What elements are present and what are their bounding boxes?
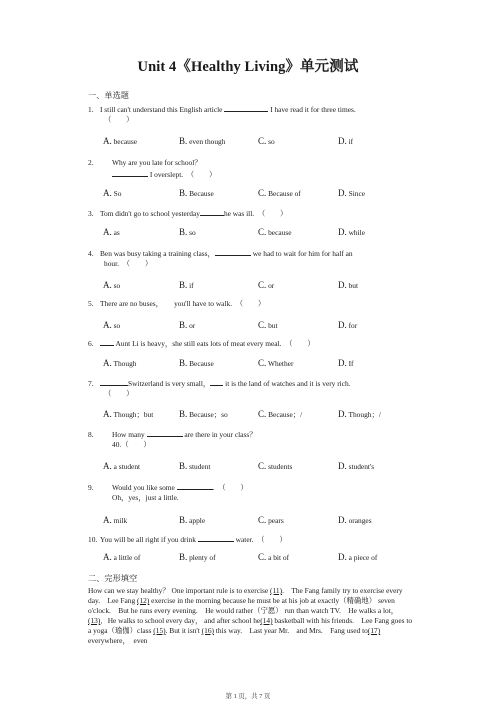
cloze-blank-number: (12) <box>136 596 150 605</box>
option-letter: A. <box>103 552 112 562</box>
option-letter: C. <box>258 461 267 471</box>
option-letter: A. <box>103 320 112 330</box>
question-1-continuation: （ ） <box>104 115 134 124</box>
cloze-text: How can we stay healthy？ One important rule is to exercise <box>88 586 271 595</box>
question-8-stem <box>88 429 257 439</box>
option-letter: B. <box>179 552 188 562</box>
page-title: Unit 4《Healthy Living》单元测试 <box>137 59 359 75</box>
option-text: so <box>111 281 121 290</box>
question-4-option-c[interactable] <box>258 281 274 290</box>
question-2-option-c[interactable] <box>258 189 301 198</box>
option-letter: C. <box>258 515 267 525</box>
question-9-option-a[interactable] <box>103 516 127 525</box>
question-text: Would you like some <box>112 483 177 492</box>
question-3-option-c[interactable] <box>258 228 292 237</box>
option-letter: C. <box>258 358 267 368</box>
question-text: I still can't understand this English article <box>100 105 225 114</box>
question-9-option-c[interactable] <box>258 516 284 525</box>
question-text: . （ ） <box>212 483 248 492</box>
question-3-option-d[interactable] <box>338 228 365 237</box>
page-footer: 第 1 页，共 7 页 <box>225 693 271 700</box>
question-7-option-b[interactable] <box>179 410 228 419</box>
option-letter: D. <box>338 320 347 330</box>
option-text: Because <box>187 359 214 368</box>
question-text: we had to wait for him for half an <box>250 249 353 258</box>
option-letter: D. <box>338 358 347 368</box>
option-text: apple <box>187 516 206 525</box>
option-text: while <box>346 228 366 237</box>
cloze-text: . The Fang family try to exercise every day. Lee Fang <box>88 586 403 605</box>
option-text: a piece of <box>346 553 378 562</box>
option-letter: D. <box>338 136 347 146</box>
option-letter: A. <box>103 358 112 368</box>
answer-blank <box>215 248 251 256</box>
option-letter: C. <box>258 227 267 237</box>
option-letter: D. <box>338 280 347 290</box>
question-4-continuation: hour. （ ） <box>104 259 153 268</box>
option-text: if <box>346 137 354 146</box>
option-text: as <box>111 228 120 237</box>
question-1-option-c[interactable] <box>258 137 275 146</box>
question-number: 4. <box>88 249 94 258</box>
cloze-blank-number: (15) <box>153 626 166 635</box>
question-10-option-c[interactable] <box>258 553 289 562</box>
question-text: water. （ ） <box>233 535 287 544</box>
question-2-option-a[interactable] <box>103 189 121 198</box>
question-6-option-c[interactable] <box>258 359 293 368</box>
question-number: 9. <box>88 483 94 492</box>
question-6-option-b[interactable] <box>179 359 214 368</box>
option-text: pears <box>266 516 284 525</box>
answer-blank <box>147 429 183 437</box>
option-letter: B. <box>179 409 188 419</box>
question-9-option-b[interactable] <box>179 516 205 525</box>
option-letter: B. <box>179 188 188 198</box>
option-letter: D. <box>338 515 347 525</box>
option-text: because <box>111 137 137 146</box>
cloze-text: . But it isn't <box>165 626 202 635</box>
option-text: student <box>187 462 211 471</box>
question-number: 3. <box>88 209 94 218</box>
option-text: so <box>266 137 275 146</box>
option-letter: D. <box>338 227 347 237</box>
option-letter: B. <box>179 280 188 290</box>
question-3-option-a[interactable] <box>103 228 120 237</box>
question-7-option-d[interactable] <box>338 410 381 419</box>
cloze-blank-number: (13) <box>88 616 101 625</box>
question-8-option-b[interactable] <box>179 462 210 471</box>
option-letter: A. <box>103 136 112 146</box>
option-letter: C. <box>258 188 267 198</box>
cloze-text: this way. Last year Mr. and Mrs. Fang used to <box>213 626 368 635</box>
option-text: Because of <box>266 189 301 198</box>
option-letter: A. <box>103 188 112 198</box>
option-text: or <box>187 321 196 330</box>
question-2-line2 <box>112 169 216 179</box>
option-text: Though <box>111 359 137 368</box>
option-letter: B. <box>179 227 188 237</box>
cloze-passage <box>88 586 413 646</box>
cloze-blank-number: (17) <box>367 626 381 635</box>
answer-blank <box>224 104 268 112</box>
option-text: So <box>111 189 122 198</box>
option-text: a little of <box>111 553 141 562</box>
question-2-option-b[interactable] <box>179 189 214 198</box>
option-text: even though <box>187 137 226 146</box>
question-number: 1. <box>88 105 94 114</box>
option-letter: C. <box>258 409 267 419</box>
answer-blank <box>177 482 213 490</box>
question-1-option-a[interactable] <box>103 137 137 146</box>
answer-blank <box>198 534 234 542</box>
question-1-option-b[interactable] <box>179 137 225 146</box>
option-text: milk <box>111 516 128 525</box>
question-5-option-a[interactable] <box>103 321 120 330</box>
answer-blank <box>210 378 223 386</box>
option-letter: D. <box>338 409 347 419</box>
cloze-blank-number: (11) <box>270 586 283 595</box>
question-7-option-a[interactable] <box>103 410 153 419</box>
question-7-continuation: （ ） <box>104 389 134 398</box>
answer-blank <box>112 169 148 177</box>
option-letter: B. <box>179 320 188 330</box>
option-letter: A. <box>103 280 112 290</box>
option-letter: B. <box>179 136 188 146</box>
question-number: 10. <box>88 535 98 544</box>
question-9-line2: Oh，yes，just a little. <box>112 493 179 502</box>
option-text: Though；but <box>111 410 154 419</box>
answer-blank <box>100 378 128 386</box>
cloze-blank-number: (14) <box>260 616 273 625</box>
option-letter: B. <box>179 515 188 525</box>
question-10-option-b[interactable] <box>179 553 216 562</box>
question-text: he was ill. （ ） <box>223 209 288 218</box>
question-number: 5. <box>88 299 94 308</box>
option-text: student's <box>346 462 375 471</box>
option-text: Because；/ <box>266 410 303 419</box>
option-text: for <box>346 321 358 330</box>
question-10-stem <box>88 534 287 544</box>
question-3-stem <box>88 208 287 218</box>
option-text: because <box>266 228 292 237</box>
option-letter: A. <box>103 515 112 525</box>
question-text: Ben was busy taking a training class， <box>100 249 215 258</box>
answer-blank <box>200 208 224 216</box>
section-heading-single-choice: 一、单选题 <box>88 91 129 100</box>
question-5-option-b[interactable] <box>179 321 195 330</box>
option-text: Since <box>346 189 366 198</box>
option-text: a bit of <box>266 553 290 562</box>
option-letter: B. <box>179 358 188 368</box>
question-7-stem <box>88 378 351 388</box>
section-heading-cloze: 二、完形填空 <box>88 574 138 583</box>
question-text: are there in your class？ <box>182 430 257 439</box>
cloze-text: exercise in the morning because he must be at his job at exactly（精确地） seven o'clock. But he runs every evening. He would rather（宁愿） run than watch TV. He walks a lot， <box>88 596 399 615</box>
option-letter: D. <box>338 461 347 471</box>
question-6-option-a[interactable] <box>103 359 136 368</box>
question-text: Why are you late for school？ <box>112 158 202 167</box>
question-number: 6. <box>88 339 94 348</box>
question-text: Tom didn't go to school yesterday <box>100 209 200 218</box>
question-1-option-d[interactable] <box>338 137 353 146</box>
question-number: 8. <box>88 430 94 439</box>
question-text: Aunt Li is heavy，she still eats lots of meat every meal. （ ） <box>114 339 315 348</box>
cloze-blank-number: (16) <box>201 626 214 635</box>
question-4-option-a[interactable] <box>103 281 120 290</box>
option-text: but <box>346 281 359 290</box>
option-letter: A. <box>103 409 112 419</box>
question-8-line2: 40.（ ） <box>112 440 151 449</box>
question-4-option-d[interactable] <box>338 281 358 290</box>
option-text: Though；/ <box>346 410 381 419</box>
question-2-option-d[interactable] <box>338 189 365 198</box>
option-letter: A. <box>103 461 112 471</box>
question-number: 7. <box>88 379 94 388</box>
question-text: I overslept. （ ） <box>148 170 217 179</box>
question-5-option-d[interactable] <box>338 321 357 330</box>
question-text: Switzerland is very small， <box>128 379 211 388</box>
option-text: plenty of <box>187 553 216 562</box>
option-letter: D. <box>338 552 347 562</box>
question-8-option-a[interactable] <box>103 462 140 471</box>
option-text: oranges <box>346 516 372 525</box>
option-text: a student <box>111 462 141 471</box>
cloze-text: everywhere， even <box>88 636 148 645</box>
question-6-option-d[interactable] <box>338 359 354 368</box>
option-letter: A. <box>103 227 112 237</box>
option-text: or <box>266 281 275 290</box>
option-text: Because <box>187 189 214 198</box>
cloze-text: ．He walks to school every day， and after school he <box>100 616 261 625</box>
option-text: If <box>346 359 354 368</box>
option-letter: C. <box>258 280 267 290</box>
question-number: 2. <box>88 158 94 167</box>
question-8-option-d[interactable] <box>338 462 374 471</box>
question-10-option-d[interactable] <box>338 553 377 562</box>
question-text: it is the land of watches and it is very rich. <box>223 379 351 388</box>
question-5-option-c[interactable] <box>258 321 278 330</box>
question-8-option-c[interactable] <box>258 462 292 471</box>
option-letter: C. <box>258 320 267 330</box>
answer-blank <box>100 338 114 346</box>
cloze-text: basketball with his friends. Lee Fang goes to a yoga（瑜伽）class <box>88 616 413 635</box>
option-text: Whether <box>266 359 294 368</box>
question-4-stem <box>88 248 353 258</box>
question-text: How many <box>112 430 147 439</box>
question-7-option-c[interactable] <box>258 410 302 419</box>
question-10-option-a[interactable] <box>103 553 140 562</box>
question-3-option-b[interactable] <box>179 228 196 237</box>
option-text: Because；so <box>187 410 228 419</box>
option-text: students <box>266 462 293 471</box>
question-text: You will be all right if you drink <box>100 535 198 544</box>
option-letter: C. <box>258 552 267 562</box>
question-9-option-d[interactable] <box>338 516 372 525</box>
option-letter: D. <box>338 188 347 198</box>
question-text: I have read it for three times. <box>268 105 356 114</box>
question-2-stem <box>88 158 202 167</box>
question-5-stem <box>88 299 265 308</box>
question-1-stem <box>88 104 356 114</box>
option-letter: C. <box>258 136 267 146</box>
question-6-stem <box>88 338 315 348</box>
question-9-stem <box>88 482 248 492</box>
option-text: if <box>187 281 194 290</box>
option-text: so <box>111 321 121 330</box>
option-text: so <box>187 228 196 237</box>
question-4-option-b[interactable] <box>179 281 194 290</box>
question-text: There are no buses， you'll have to walk. （ ） <box>100 299 266 308</box>
option-text: but <box>266 321 278 330</box>
option-letter: B. <box>179 461 188 471</box>
